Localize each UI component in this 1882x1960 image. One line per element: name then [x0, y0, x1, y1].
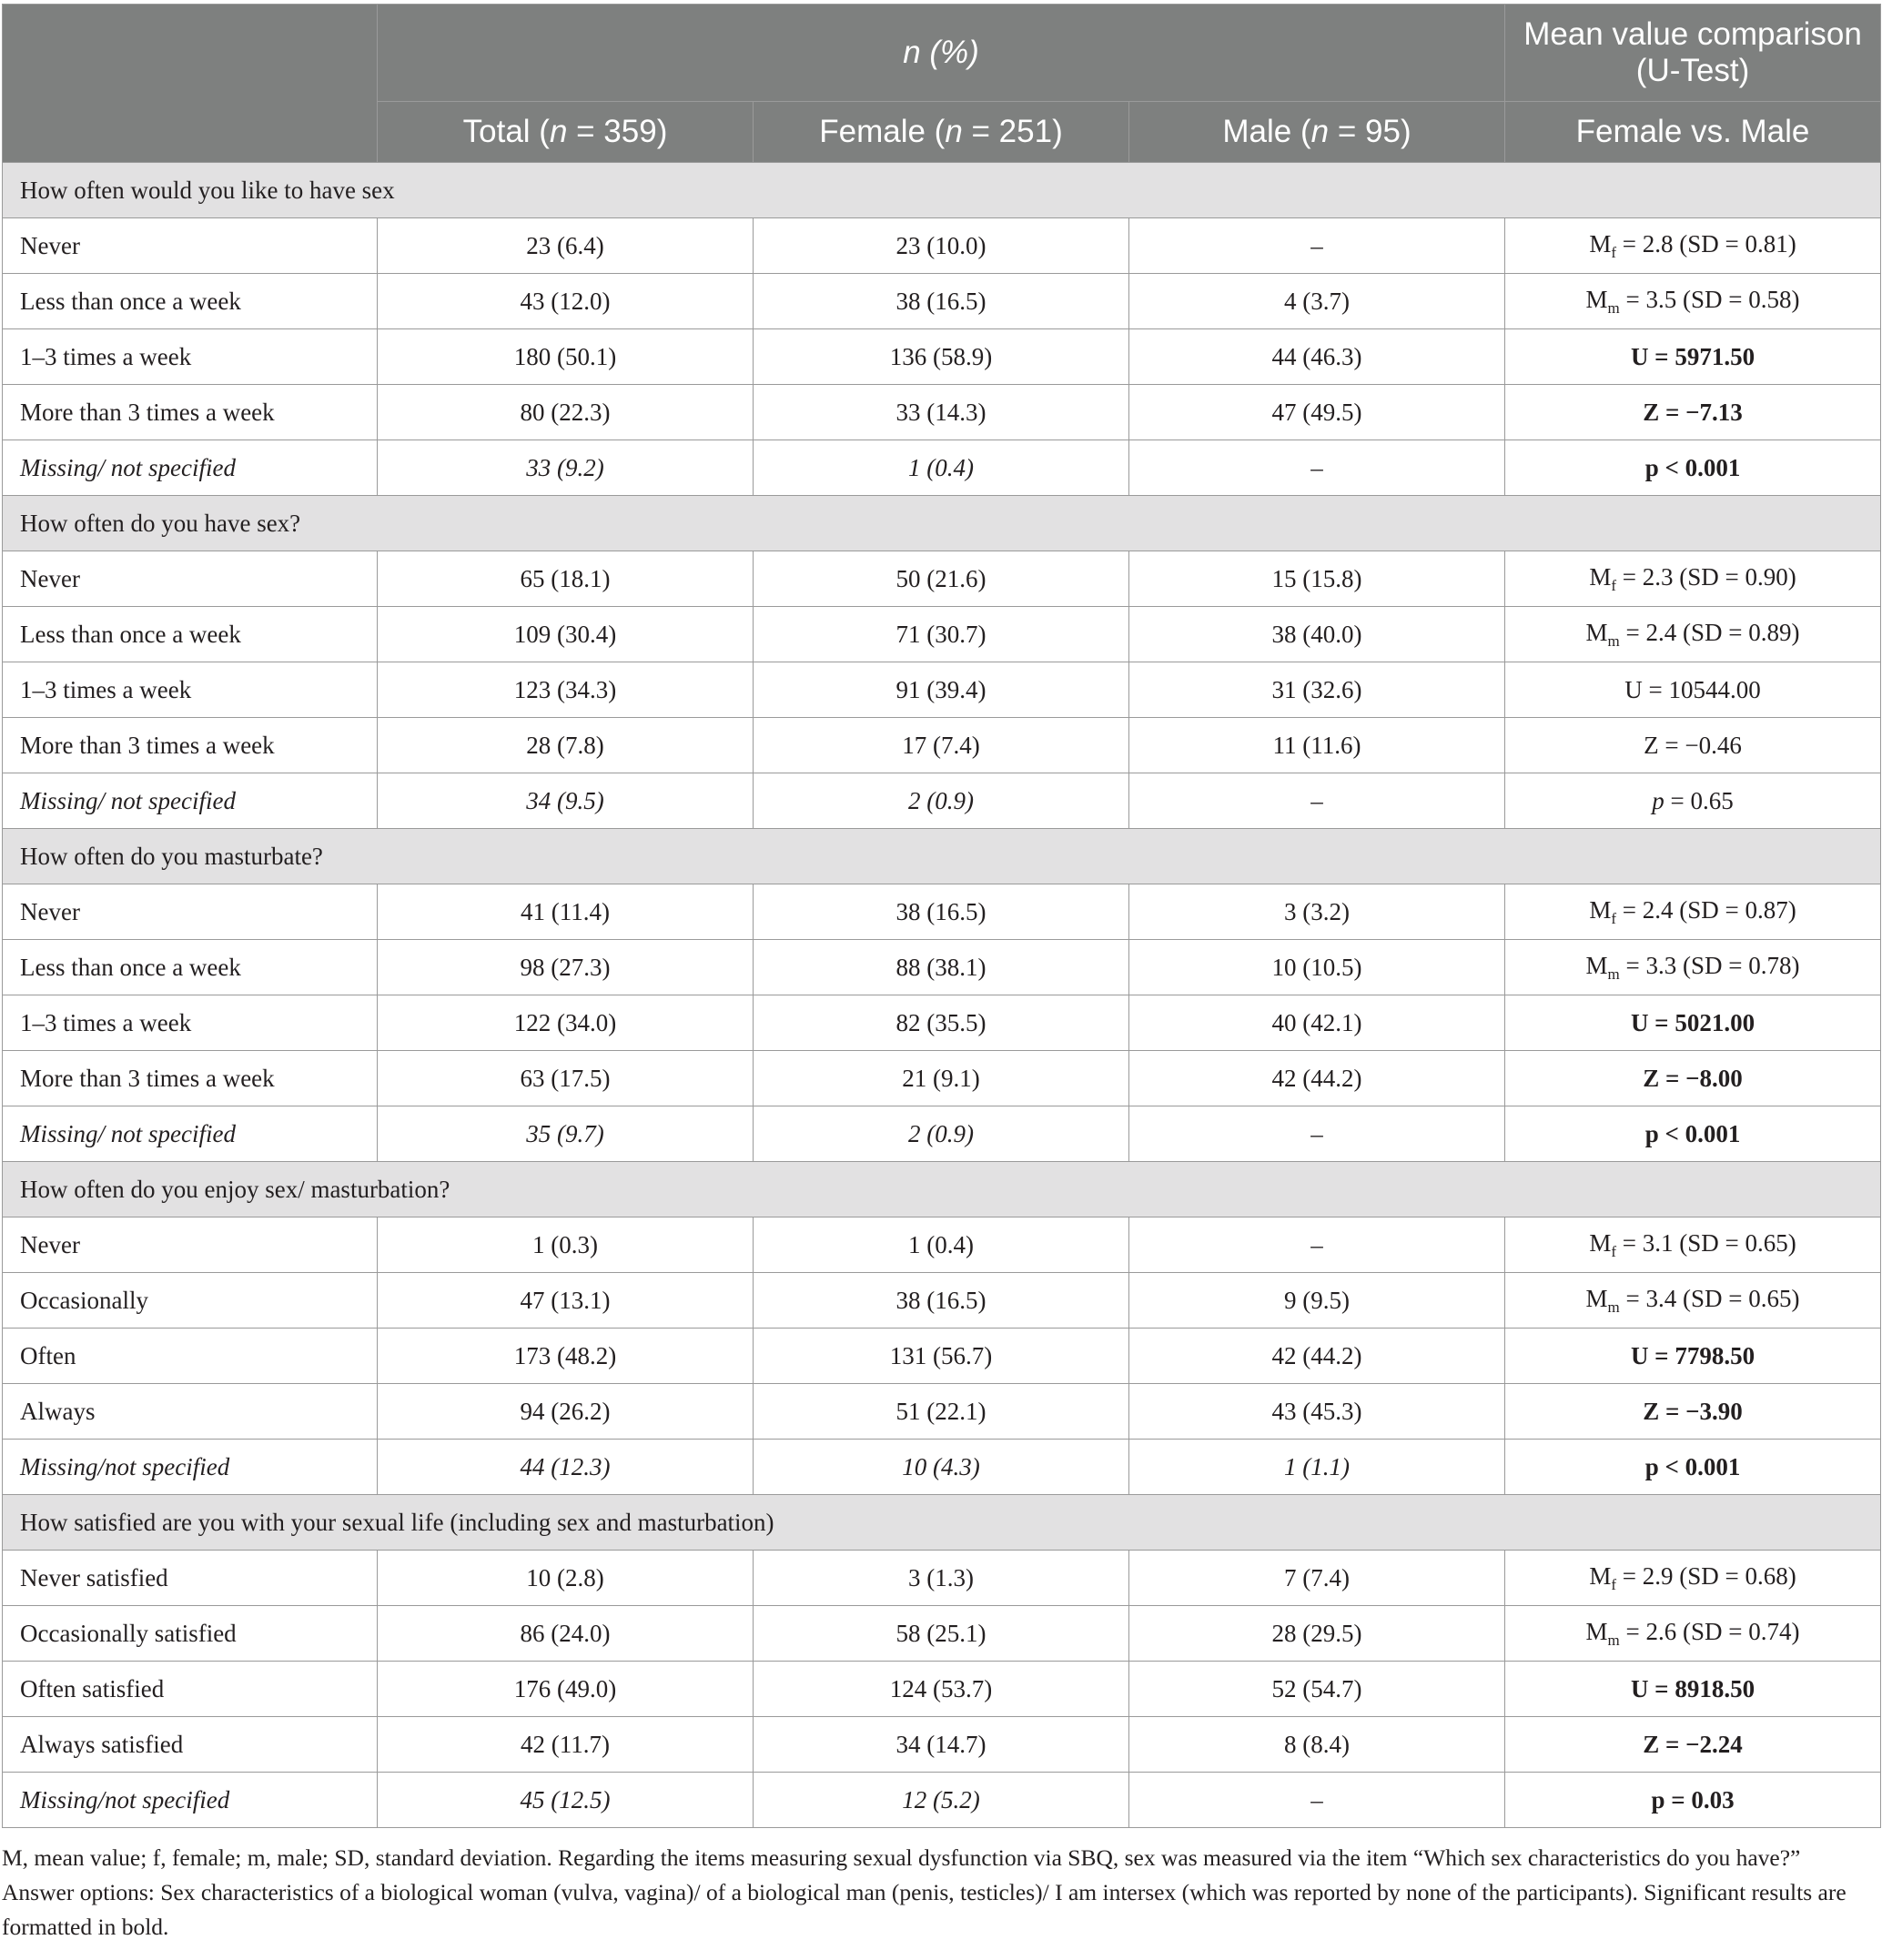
cell-male: –	[1129, 1106, 1505, 1162]
row-label: Missing/not specified	[3, 1773, 378, 1828]
cell-male: 15 (15.8)	[1129, 551, 1505, 607]
cell-female: 71 (30.7)	[754, 607, 1129, 662]
cell-total: 1 (0.3)	[378, 1217, 754, 1273]
row-label: Never	[3, 884, 378, 940]
cell-male: 52 (54.7)	[1129, 1662, 1505, 1717]
header-female-vs-male: Female vs. Male	[1505, 102, 1881, 163]
cell-female: 34 (14.7)	[754, 1717, 1129, 1773]
cell-male: –	[1129, 1773, 1505, 1828]
cell-female: 131 (56.7)	[754, 1329, 1129, 1384]
row-label: Never satisfied	[3, 1551, 378, 1606]
row-label: 1–3 times a week	[3, 329, 378, 385]
cell-male: 4 (3.7)	[1129, 274, 1505, 329]
cell-female: 1 (0.4)	[754, 440, 1129, 496]
cell-female: 1 (0.4)	[754, 1217, 1129, 1273]
table-row	[3, 551, 1881, 607]
cell-female: 2 (0.9)	[754, 1106, 1129, 1162]
cell-total: 86 (24.0)	[378, 1606, 754, 1662]
table-row	[3, 1440, 1881, 1495]
cell-female: 10 (4.3)	[754, 1440, 1129, 1495]
cell-comparison-stat: Z = −3.90	[1505, 1384, 1881, 1440]
section-title: How often would you like to have sex	[3, 163, 1881, 218]
cell-total: 80 (22.3)	[378, 385, 754, 440]
cell-male: –	[1129, 218, 1505, 274]
table-row	[3, 884, 1881, 940]
table-header	[3, 5, 1881, 163]
cell-male: –	[1129, 1217, 1505, 1273]
cell-comparison-stat: $M_f = 3.1$ (SD = 0.65)	[1505, 1217, 1881, 1273]
cell-female: 17 (7.4)	[754, 718, 1129, 773]
cell-female: 2 (0.9)	[754, 773, 1129, 829]
cell-female: 58 (25.1)	[754, 1606, 1129, 1662]
cell-comparison-stat: Z = −0.46	[1505, 718, 1881, 773]
cell-female: 124 (53.7)	[754, 1662, 1129, 1717]
table-row	[3, 1384, 1881, 1440]
table-row	[3, 1717, 1881, 1773]
cell-female: 12 (5.2)	[754, 1773, 1129, 1828]
cell-total: 45 (12.5)	[378, 1773, 754, 1828]
section-header-row	[3, 1162, 1881, 1217]
cell-comparison-stat: Z = −7.13	[1505, 385, 1881, 440]
table-row	[3, 385, 1881, 440]
cell-total: 35 (9.7)	[378, 1106, 754, 1162]
cell-total: 41 (11.4)	[378, 884, 754, 940]
table-row	[3, 940, 1881, 995]
cell-comparison-stat: $M_f = 2.3$ (SD = 0.90)	[1505, 551, 1881, 607]
row-label: Often satisfied	[3, 1662, 378, 1717]
row-label: Often	[3, 1329, 378, 1384]
cell-male: 3 (3.2)	[1129, 884, 1505, 940]
cell-total: 65 (18.1)	[378, 551, 754, 607]
cell-female: 38 (16.5)	[754, 1273, 1129, 1329]
cell-total: 122 (34.0)	[378, 995, 754, 1051]
row-label: 1–3 times a week	[3, 662, 378, 718]
table-row	[3, 1551, 1881, 1606]
cell-total: 98 (27.3)	[378, 940, 754, 995]
cell-male: 7 (7.4)	[1129, 1551, 1505, 1606]
cell-total: 173 (48.2)	[378, 1329, 754, 1384]
cell-male: 42 (44.2)	[1129, 1051, 1505, 1106]
header-female: Female (n = 251)	[754, 102, 1129, 163]
row-label: More than 3 times a week	[3, 385, 378, 440]
cell-total: 123 (34.3)	[378, 662, 754, 718]
table-row	[3, 995, 1881, 1051]
cell-male: 47 (49.5)	[1129, 385, 1505, 440]
cell-total: 94 (26.2)	[378, 1384, 754, 1440]
cell-female: 88 (38.1)	[754, 940, 1129, 995]
cell-female: 21 (9.1)	[754, 1051, 1129, 1106]
cell-female: 3 (1.3)	[754, 1551, 1129, 1606]
table-row	[3, 440, 1881, 496]
cell-comparison-stat: U = 7798.50	[1505, 1329, 1881, 1384]
cell-total: 42 (11.7)	[378, 1717, 754, 1773]
row-label: Occasionally	[3, 1273, 378, 1329]
table-row	[3, 718, 1881, 773]
table-row	[3, 1606, 1881, 1662]
header-group-n-percent: n (%)	[378, 5, 1505, 102]
cell-comparison-stat: Z = −2.24	[1505, 1717, 1881, 1773]
cell-total: 176 (49.0)	[378, 1662, 754, 1717]
row-label: Less than once a week	[3, 940, 378, 995]
table-row	[3, 1051, 1881, 1106]
section-title: How often do you have sex?	[3, 496, 1881, 551]
table-row	[3, 773, 1881, 829]
row-label: Always	[3, 1384, 378, 1440]
cell-female: 23 (10.0)	[754, 218, 1129, 274]
cell-comparison-stat: p = 0.65	[1505, 773, 1881, 829]
table-row	[3, 1662, 1881, 1717]
row-label: Never	[3, 218, 378, 274]
cell-male: 38 (40.0)	[1129, 607, 1505, 662]
row-label: Missing/not specified	[3, 1440, 378, 1495]
cell-comparison-stat: $M_m = 3.4$ (SD = 0.65)	[1505, 1273, 1881, 1329]
cell-male: 1 (1.1)	[1129, 1440, 1505, 1495]
header-male: Male (n = 95)	[1129, 102, 1505, 163]
cell-male: 43 (45.3)	[1129, 1384, 1505, 1440]
row-label: More than 3 times a week	[3, 1051, 378, 1106]
cell-male: 28 (29.5)	[1129, 1606, 1505, 1662]
cell-female: 50 (21.6)	[754, 551, 1129, 607]
cell-male: 40 (42.1)	[1129, 995, 1505, 1051]
table-row	[3, 1106, 1881, 1162]
cell-total: 47 (13.1)	[378, 1273, 754, 1329]
cell-comparison-stat: $M_m = 3.5$ (SD = 0.58)	[1505, 274, 1881, 329]
cell-female: 136 (58.9)	[754, 329, 1129, 385]
row-label: Always satisfied	[3, 1717, 378, 1773]
table-container	[2, 4, 1880, 1945]
cell-male: 9 (9.5)	[1129, 1273, 1505, 1329]
row-label: 1–3 times a week	[3, 995, 378, 1051]
cell-total: 43 (12.0)	[378, 274, 754, 329]
cell-comparison-stat: p < 0.001	[1505, 440, 1881, 496]
table-footnote: M, mean value; f, female; m, male; SD, standard deviation. Regarding the items measuring sexual dysfunction via SBQ, sex was measured via the item “Which sex characteristics do you have?” Answer options: Sex characteristics of a biological woman (vulva, vagina)/ of a biological man (penis, testicles)/ I am intersex (which was reported by none of the participants). Significant results are formatted in bold.	[2, 1844, 1847, 1940]
cell-comparison-stat: U = 5971.50	[1505, 329, 1881, 385]
cell-male: 42 (44.2)	[1129, 1329, 1505, 1384]
table-row	[3, 1329, 1881, 1384]
cell-male: 10 (10.5)	[1129, 940, 1505, 995]
cell-comparison-stat: p < 0.001	[1505, 1106, 1881, 1162]
section-header-row	[3, 1495, 1881, 1551]
table-body	[3, 163, 1881, 1828]
cell-total: 63 (17.5)	[378, 1051, 754, 1106]
cell-male: –	[1129, 773, 1505, 829]
cell-total: 44 (12.3)	[378, 1440, 754, 1495]
table-row	[3, 1273, 1881, 1329]
cell-comparison-stat: U = 10544.00	[1505, 662, 1881, 718]
table-row	[3, 662, 1881, 718]
cell-comparison-stat: $M_m = 3.3$ (SD = 0.78)	[1505, 940, 1881, 995]
cell-comparison-stat: $M_m = 2.6$ (SD = 0.74)	[1505, 1606, 1881, 1662]
cell-male: 31 (32.6)	[1129, 662, 1505, 718]
row-label: More than 3 times a week	[3, 718, 378, 773]
cell-total: 33 (9.2)	[378, 440, 754, 496]
table-row	[3, 1773, 1881, 1828]
section-title: How often do you enjoy sex/ masturbation?	[3, 1162, 1881, 1217]
row-label: Missing/ not specified	[3, 440, 378, 496]
cell-female: 38 (16.5)	[754, 884, 1129, 940]
table-row	[3, 1217, 1881, 1273]
cell-female: 38 (16.5)	[754, 274, 1129, 329]
cell-comparison-stat: Z = −8.00	[1505, 1051, 1881, 1106]
cell-total: 23 (6.4)	[378, 218, 754, 274]
row-label: Never	[3, 551, 378, 607]
header-corner	[3, 5, 378, 163]
row-label: Never	[3, 1217, 378, 1273]
cell-total: 109 (30.4)	[378, 607, 754, 662]
section-header-row	[3, 829, 1881, 884]
cell-comparison-stat: U = 8918.50	[1505, 1662, 1881, 1717]
section-title: How satisfied are you with your sexual life (including sex and masturbation)	[3, 1495, 1881, 1551]
table-row	[3, 607, 1881, 662]
table-row	[3, 329, 1881, 385]
cell-female: 82 (35.5)	[754, 995, 1129, 1051]
section-title: How often do you masturbate?	[3, 829, 1881, 884]
cell-total: 34 (9.5)	[378, 773, 754, 829]
cell-total: 28 (7.8)	[378, 718, 754, 773]
table-row	[3, 274, 1881, 329]
cell-total: 180 (50.1)	[378, 329, 754, 385]
header-comparison: Mean value comparison (U-Test)	[1505, 5, 1881, 102]
cell-comparison-stat: $M_m = 2.4$ (SD = 0.89)	[1505, 607, 1881, 662]
cell-female: 33 (14.3)	[754, 385, 1129, 440]
header-total: Total (n = 359)	[378, 102, 754, 163]
section-header-row	[3, 496, 1881, 551]
cell-male: 8 (8.4)	[1129, 1717, 1505, 1773]
row-label: Less than once a week	[3, 274, 378, 329]
cell-comparison-stat: $M_f = 2.4$ (SD = 0.87)	[1505, 884, 1881, 940]
cell-comparison-stat: U = 5021.00	[1505, 995, 1881, 1051]
cell-male: –	[1129, 440, 1505, 496]
cell-comparison-stat: p < 0.001	[1505, 1440, 1881, 1495]
row-label: Missing/ not specified	[3, 773, 378, 829]
cell-female: 91 (39.4)	[754, 662, 1129, 718]
cell-comparison-stat: $M_f = 2.9$ (SD = 0.68)	[1505, 1551, 1881, 1606]
row-label: Less than once a week	[3, 607, 378, 662]
table-row	[3, 218, 1881, 274]
cell-comparison-stat: p = 0.03	[1505, 1773, 1881, 1828]
row-label: Occasionally satisfied	[3, 1606, 378, 1662]
row-label: Missing/ not specified	[3, 1106, 378, 1162]
cell-female: 51 (22.1)	[754, 1384, 1129, 1440]
cell-male: 11 (11.6)	[1129, 718, 1505, 773]
cell-comparison-stat: $M_f = 2.8$ (SD = 0.81)	[1505, 218, 1881, 274]
results-table	[2, 4, 1881, 1828]
cell-male: 44 (46.3)	[1129, 329, 1505, 385]
section-header-row	[3, 163, 1881, 218]
cell-total: 10 (2.8)	[378, 1551, 754, 1606]
